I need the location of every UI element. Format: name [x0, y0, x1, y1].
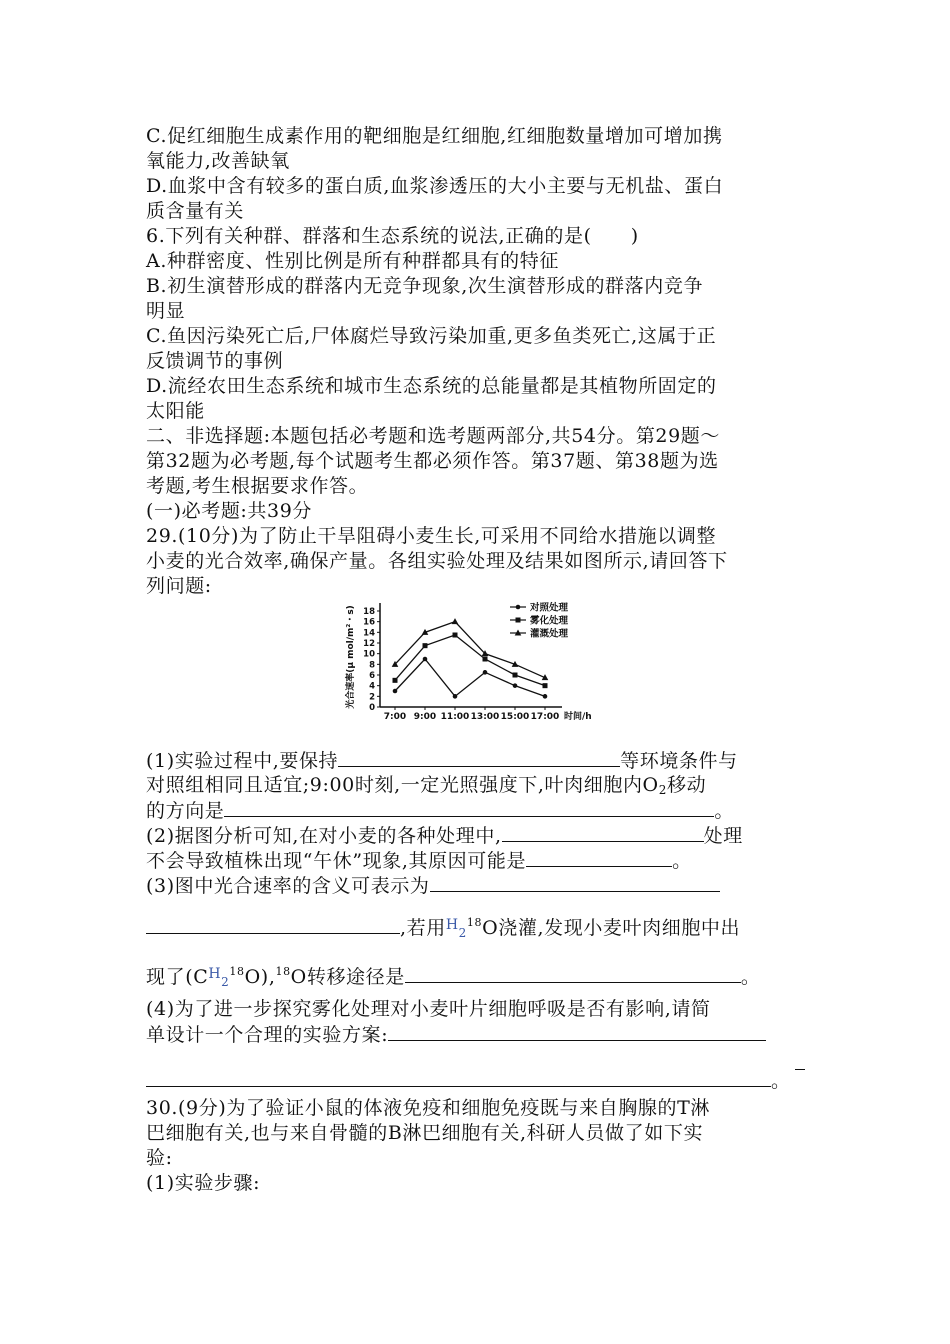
formula-h: H	[208, 966, 222, 982]
answer-blank[interactable]	[502, 823, 704, 842]
q2-text: 。	[672, 850, 692, 872]
data-point	[543, 683, 548, 688]
q4-text: 单设计一个合理的实验方案:	[146, 1024, 389, 1046]
legend-item	[510, 602, 569, 614]
q2-text: 处理	[703, 825, 743, 847]
answer-blank[interactable]	[405, 964, 741, 983]
x-tick-label: 9:00	[413, 712, 437, 722]
text-line: 考题,考生根据要求作答。	[146, 475, 369, 497]
q1-text: (1)实验过程中,要保持	[146, 750, 339, 772]
text-line: 质含量有关	[146, 200, 245, 222]
answer-blank[interactable]	[146, 1068, 771, 1087]
legend-marker	[516, 605, 521, 610]
x-tick-label: 15:00	[500, 712, 530, 722]
legend-item	[510, 615, 569, 627]
subscript: 2	[458, 926, 467, 940]
question-1-line	[146, 798, 734, 823]
y-tick-label: 18	[363, 607, 375, 617]
data-point	[452, 618, 459, 624]
text-line: 第32题为必考题,每个试题考生都必须作答。第37题、第38题为选	[146, 450, 719, 472]
text-line: 列问题:	[146, 575, 212, 597]
isotope-superscript: 18	[275, 965, 291, 978]
data-point	[393, 678, 398, 683]
y-ticks	[363, 607, 380, 713]
text-line: 小麦的光合效率,确保产量。各组实验处理及结果如图所示,请回答下	[146, 550, 728, 572]
subsection-heading: (一)必考题:共39分	[146, 500, 313, 522]
question-6-stem: 6.下列有关种群、群落和生态系统的说法,正确的是( )	[146, 225, 639, 247]
q1-text: 。	[714, 800, 735, 822]
series-triangle	[392, 618, 549, 680]
answer-blank-tail	[795, 1069, 805, 1070]
question-4-line	[146, 1068, 791, 1093]
q1-text: 移动	[666, 774, 707, 796]
isotope-superscript: 18	[466, 916, 483, 929]
answer-blank[interactable]	[146, 915, 400, 934]
data-point	[453, 694, 458, 699]
isotope-superscript: 18	[229, 965, 245, 978]
question-3-line	[146, 911, 740, 945]
x-tick-label: 13:00	[470, 712, 500, 722]
data-point	[423, 657, 428, 662]
x-tick-label: 11:00	[440, 712, 470, 722]
answer-blank[interactable]	[338, 748, 620, 767]
y-tick-label: 10	[363, 649, 375, 660]
subscript: 2	[221, 975, 230, 989]
q1-text: 对照组相同且适宜;9:00时刻,一定光照强度下,叶肉细胞内O	[146, 774, 659, 796]
y-tick-label: 8	[369, 660, 375, 671]
x-ticks	[384, 707, 560, 722]
question-2-line	[146, 848, 692, 873]
x-axis-label: 时间/h	[564, 712, 592, 722]
question-29-stem: 29.(10分)为了防止干旱阻碍小麦生长,可采用不同给水措施以调整	[146, 525, 717, 547]
q2-text: 不会导致植株出现“午休”现象,其原因可能是	[146, 850, 527, 872]
answer-blank[interactable]	[388, 1022, 766, 1041]
q3-text: 。	[740, 966, 761, 988]
data-point	[453, 633, 458, 638]
q3-text: 现了(C	[146, 966, 209, 988]
option-c: C.鱼因污染死亡后,尸体腐烂导致污染加重,更多鱼类死亡,这属于正	[146, 325, 717, 347]
question-4-line	[146, 1022, 766, 1047]
option-b: B.初生演替形成的群落内无竞争现象,次生演替形成的群落内竞争	[146, 275, 704, 297]
y-tick-label: 2	[369, 692, 375, 703]
text-line: C.促红细胞生成素作用的靶细胞是红细胞,红细胞数量增加可增加携	[146, 125, 723, 147]
data-point	[483, 657, 488, 662]
y-tick-label: 0	[369, 703, 375, 713]
answer-blank[interactable]	[430, 873, 720, 892]
x-tick-label: 17:00	[530, 712, 560, 722]
question-4-line: (4)为了进一步探究雾化处理对小麦叶片细胞呼吸是否有影响,请简	[146, 998, 711, 1020]
x-tick-label: 7:00	[383, 712, 407, 722]
q3-text: (3)图中光合速率的含义可表示为	[146, 875, 430, 897]
question-3-line	[146, 960, 760, 994]
text-line: 氧能力,改善缺氧	[146, 150, 290, 172]
text-line: 反馈调节的事例	[146, 350, 284, 372]
data-point	[483, 670, 488, 675]
chart-legend	[510, 602, 569, 640]
legend-marker	[516, 618, 521, 623]
q3-text: O转移途径是	[290, 966, 405, 988]
legend-item	[510, 628, 569, 640]
question-2-line	[146, 823, 743, 848]
o2-subscript: 2	[658, 783, 667, 797]
text-line: D.血浆中含有较多的蛋白质,血浆渗透压的大小主要与无机盐、蛋白	[146, 175, 724, 197]
q1-text: 等环境条件与	[620, 750, 738, 772]
question-30-stem: 30.(9分)为了验证小鼠的体液免疫和细胞免疫既与来自胸腺的T淋	[146, 1097, 711, 1119]
section-heading: 二、非选择题:本题包括必考题和选考题两部分,共54分。第29题～	[146, 425, 720, 447]
data-point	[513, 673, 518, 678]
option-d: D.流经农田生态系统和城市生态系统的总能量都是其植物所固定的	[146, 375, 717, 397]
q3-text: O浇灌,发现小麦叶肉细胞中出	[482, 917, 741, 939]
y-tick-label: 12	[363, 639, 375, 649]
series-line	[395, 622, 545, 678]
text-line: 巴细胞有关,也与来自骨髓的B淋巴细胞有关,科研人员做了如下实	[146, 1122, 704, 1144]
y-tick-label: 4	[369, 681, 375, 692]
q3-text: ,若用	[400, 917, 446, 939]
series-line	[395, 635, 545, 686]
question-3-line	[146, 873, 720, 898]
data-point	[543, 694, 548, 699]
chart-series	[392, 618, 549, 698]
data-point	[393, 689, 398, 694]
photosynthesis-rate-chart	[340, 595, 600, 730]
legend-label: 灌溉处理	[530, 628, 569, 640]
text-line: 明显	[146, 300, 186, 322]
legend-label: 对照处理	[530, 602, 569, 614]
question-1-line	[146, 748, 738, 773]
q2-text: (2)据图分析可知,在对小麦的各种处理中,	[146, 825, 502, 847]
text-line: (1)实验步骤:	[146, 1172, 261, 1194]
series-square	[393, 633, 548, 689]
legend-label: 雾化处理	[530, 615, 569, 627]
q1-text: 的方向是	[146, 800, 225, 822]
water-formula-h: H	[445, 917, 459, 933]
y-tick-label: 14	[363, 628, 375, 639]
y-tick-label: 6	[369, 671, 375, 681]
data-point	[513, 683, 518, 688]
q4-text: 。	[771, 1070, 791, 1092]
option-a: A.种群密度、性别比例是所有种群都具有的特征	[146, 250, 559, 272]
data-point	[423, 643, 428, 648]
text-line: 太阳能	[146, 400, 205, 422]
answer-blank[interactable]	[224, 798, 714, 817]
y-tick-label: 16	[363, 617, 375, 628]
text-line: 验:	[146, 1147, 173, 1169]
y-axis-label: 光合速率(μ mol/m²・s)	[346, 605, 356, 709]
q3-text: O),	[244, 966, 276, 988]
answer-blank[interactable]	[526, 848, 672, 867]
